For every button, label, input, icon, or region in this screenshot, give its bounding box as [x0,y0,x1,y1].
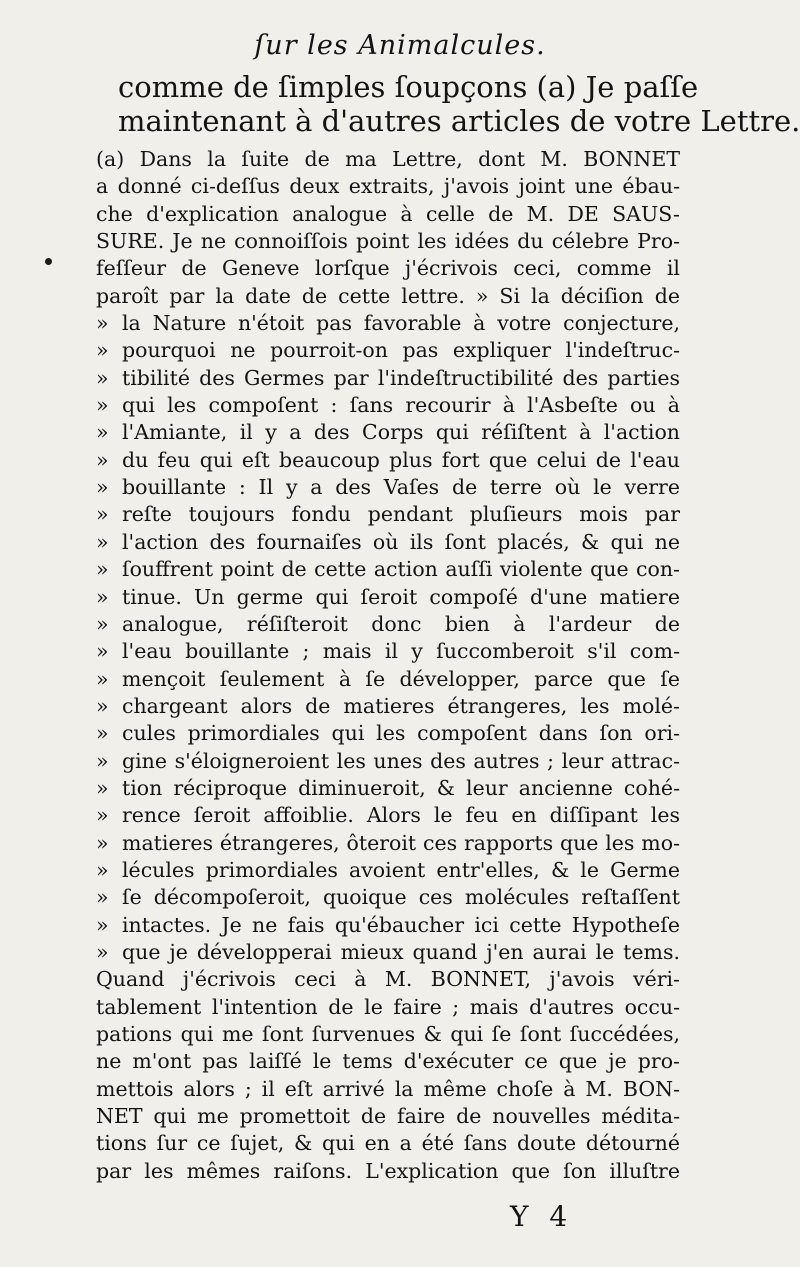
quote-mark: » [96,447,109,472]
footnote-line [96,310,680,337]
footnote-line-text: chargeant alors de matieres étrangeres, les molé- [122,693,680,718]
footnote-line [96,994,680,1021]
quote-mark: » [96,666,109,691]
footnote-line-text: ſe décompoſeroit, quoique ces molécules reſtaſſent [122,885,680,910]
footnote-line [96,884,680,911]
quote-mark: » [96,830,109,855]
footnote-line-text: SURE. Je ne connoiſſois point les idées du célebre Pro- [96,229,680,254]
footnote-line-text: tions ſur ce ſujet, & qui en a été ſans doute détourné [96,1131,680,1156]
footnote-line-text: paroît par la date de cette lettre. » Si la déciſion de [96,283,680,308]
footnote-line-text: mençoit ſeulement à ſe développer, parce que ſe [122,666,680,691]
footnote-line [96,419,680,446]
footnote-line [96,1048,680,1075]
quote-mark: » [96,939,109,964]
footnote-line [96,1130,680,1157]
footnote-line [96,501,680,528]
footnote-line [96,802,680,829]
footnote-line [96,283,680,310]
footnote-line [96,584,680,611]
running-header: ſur les Animalcules. [254,30,546,61]
footnote-line [96,748,680,775]
footnote-line-text: bouillante : Il y a des Vaſes de terre où le verre [122,475,680,500]
quote-mark: » [96,639,109,664]
footnote-line-text: l'action des fournaiſes où ils ſont placés, & qui ne [122,529,680,554]
footnote-line-text: tion réciproque diminueroit, & leur ancienne cohé- [122,775,680,800]
footnote-line-text: l'Amiante, il y a des Corps qui réſiſtent à l'action [122,420,680,445]
quote-mark: » [96,721,109,746]
footnote-line [96,912,680,939]
ink-spot [45,258,52,265]
footnote-line [96,693,680,720]
footnote-line [96,666,680,693]
footnote-line [96,720,680,747]
footnote-line-text: tablement l'intention de le faire ; mais d'autres occu- [96,994,680,1019]
footnote-line-text: mettois alors ; il eſt arrivé la même choſe à M. BON- [96,1076,680,1101]
footnote-line-text: la Nature n'étoit pas favorable à votre conjecture, [122,311,680,336]
footnote-line-text: qui les compoſent : ſans recourir à l'Asbeſte ou à [122,393,680,418]
quote-mark: » [96,748,109,773]
footnote-line-text: par les mêmes raiſons. L'explication que ſon illuſtre [96,1158,680,1183]
quote-mark: » [96,584,109,609]
main-text [118,70,800,138]
footnote-line [96,611,680,638]
footnote-line [96,173,680,200]
footnote-line-text: matieres étrangeres, ôteroit ces rapports que les mo- [122,830,680,855]
quote-mark: » [96,857,109,882]
footnote-line [96,830,680,857]
footnote-line-text: cules primordiales qui les compoſent dans ſon ori- [122,721,680,746]
footnote-line [96,1103,680,1130]
footnote-line [96,201,680,228]
quote-mark: » [96,420,109,445]
signature-mark: Y 4 [510,1200,574,1233]
footnote-line-text: reſte toujours fondu pendant pluſieurs mois par [122,502,680,527]
quote-mark: » [96,803,109,828]
footnote-line [96,556,680,583]
footnote-line [96,775,680,802]
footnote-line-text: a donné ci-deſſus deux extraits, j'avois joint une ébau- [96,174,680,199]
footnote-line [96,638,680,665]
quote-mark: » [96,529,109,554]
footnote-line-text: du feu qui eſt beaucoup plus fort que celui de l'eau [122,447,680,472]
footnote-line-text: tibilité des Germes par l'indeſtructibilité des parties [122,365,680,390]
footnote-line-text: pourquoi ne pourroit-on pas expliquer l'indeſtruc- [122,338,680,363]
footnote [96,146,680,1185]
footnote-line [96,365,680,392]
footnote-line-text: rence ſeroit affoiblie. Alors le feu en diſſipant les [122,803,680,828]
footnote-line [96,1076,680,1103]
footnote-line [96,392,680,419]
footnote-line [96,146,680,173]
footnote-line-text: Quand j'écrivois ceci à M. BONNET, j'avois véri- [96,967,680,992]
footnote-line [96,474,680,501]
footnote-line-text: intactes. Je ne fais qu'ébaucher ici cette Hypotheſe [122,912,680,937]
footnote-line-text: pations qui me ſont ſurvenues & qui ſe ſont ſuccédées, [96,1022,680,1046]
quote-mark: » [96,365,109,390]
quote-mark: » [96,475,109,500]
footnote-line-text: ſouffrent point de cette action auſſi violente que con- [122,557,680,582]
quote-mark: » [96,338,109,363]
footnote-line [96,1158,680,1185]
footnote-line-text: che d'explication analogue à celle de M. DE SAUS- [96,201,680,226]
footnote-line-text: feſſeur de Geneve lorſque j'écrivois ceci, comme il [96,256,680,281]
footnote-line-text: l'eau bouillante ; mais il y ſuccomberoit s'il com- [122,639,680,664]
quote-mark: » [96,912,109,937]
footnote-line [96,529,680,556]
quote-mark: » [96,775,109,800]
footnote-line [96,857,680,884]
footnote-line [96,255,680,282]
footnote-line-text: analogue, réſiſteroit donc bien à l'ardeur de [122,611,680,636]
main-line-2: maintenant à d'autres articles de votre Lettre. [118,104,800,138]
footnote-line-text: gine s'éloigneroient les unes des autres ; leur attrac- [122,748,680,773]
footnote-line-text: ne m'ont pas laiſſé le tems d'exécuter ce que je pro- [96,1049,680,1074]
quote-mark: » [96,885,109,910]
footnote-line [96,1021,680,1048]
footnote-line [96,228,680,255]
footnote-line-text: tinue. Un germe qui ſeroit compoſé d'une matiere [122,584,680,609]
footnote-line [96,447,680,474]
quote-mark: » [96,311,109,336]
quote-mark: » [96,611,109,636]
footnote-line-text: (a) Dans la ſuite de ma Lettre, dont M. BONNET [96,147,680,171]
quote-mark: » [96,502,109,527]
footnote-line [96,966,680,993]
footnote-line-text: lécules primordiales avoient entr'elles, & le Germe [122,857,680,882]
footnote-line-text: que je développerai mieux quand j'en aurai le tems. [122,939,680,964]
footnote-line-text: NET qui me promettoit de faire de nouvelles médita- [96,1104,680,1129]
main-line-1: comme de ſimples ſoupçons (a) Je paſſe [118,70,699,104]
quote-mark: » [96,693,109,718]
quote-mark: » [96,557,109,582]
footnote-line [96,337,680,364]
quote-mark: » [96,393,109,418]
footnote-line [96,939,680,966]
